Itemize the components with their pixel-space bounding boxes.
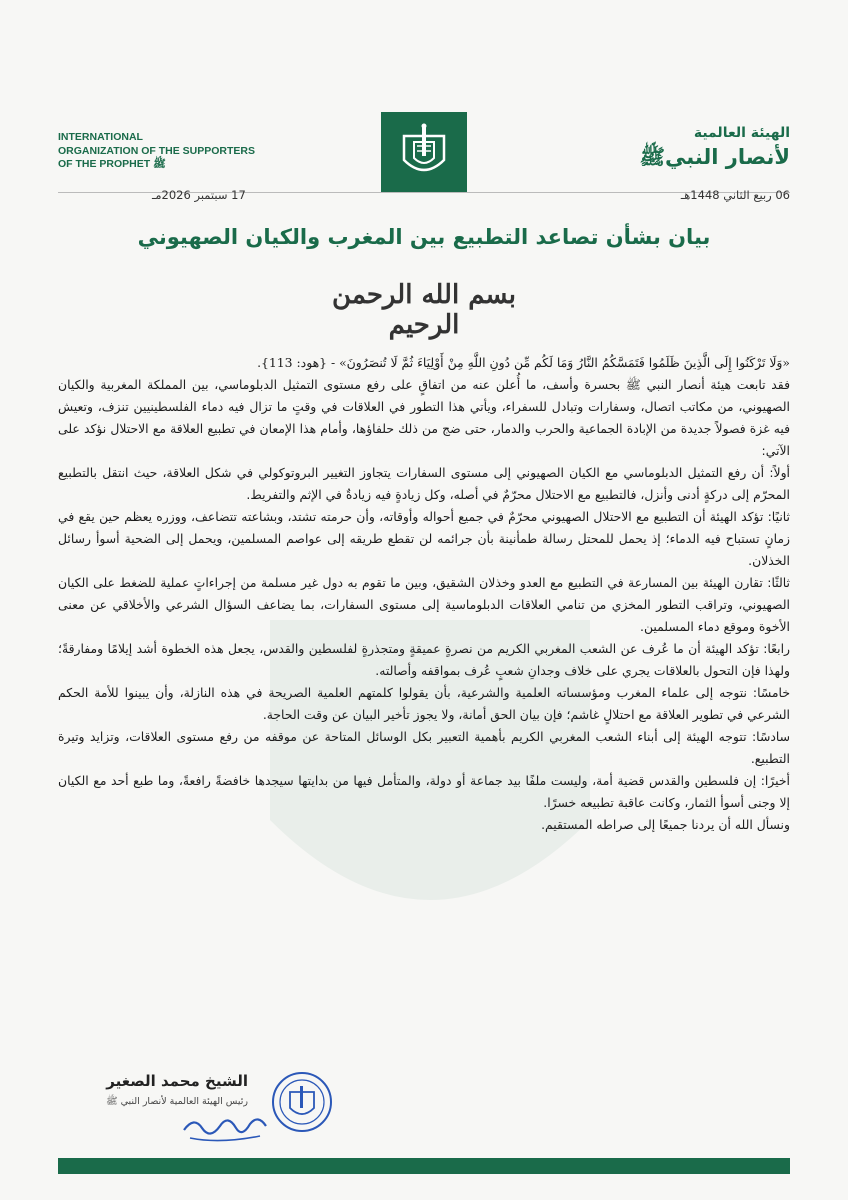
point-first: أولاً: أن رفع التمثيل الدبلوماسي مع الكيان الصهيوني إلى مستوى السفارات يتجاوز التغيير البروتوكولي في شكل العلاقة، حيث انتقل بالتطبيع المحرّم إلى دركةٍ أدنى وأنزل، فالتطبيع مع الاحتلال محرّمٌ في أصله، وكل زيادةٍ فيه زيادةٌ في الإثم والتفريط. <box>58 465 790 502</box>
signatory-name: الشيخ محمد الصغير <box>106 1072 248 1090</box>
point-third: ثالثًا: تقارن الهيئة بين المسارعة في التطبيع مع العدو وخذلان الشقيق، وبين ما تقوم به دول غير مسلمة من إجراءاتٍ عملية للضغط على الكيان الصهيوني، وتراقب التطور المخزي من تنامي العلاقات الدبلوماسية إلى مستوى السفارات، بما يضاعف السؤال الشرعي والأخلاقي عن معنى الأخوة وموقع دماء المسلمين. <box>58 575 790 634</box>
intro-paragraph: فقد تابعت هيئة أنصار النبي ﷺ بحسرة وأسف، ما أُعلن عنه من اتفاقٍ على رفع مستوى التمثيل الدبلوماسي، بين المملكة المغربية والكيان الصهيوني، من مكاتب اتصال، وسفارات وتبادل للسفراء، ويأتي هذا التطور في العلاقات في وقتٍ ما تزال فيه دماء الفلسطينيين تنزف، وتعيش فيه غزة فصولاً جديدة من الإبادة الجماعية والحرب والدمار، حتى ضج من ذلك حلفاؤها، وأمام هذا الإمعان في تطبيع العلاقة مع الاحتلال نؤكد على الآتي: <box>58 377 790 458</box>
organization-stamp-icon <box>270 1070 334 1134</box>
statement-body <box>58 352 790 836</box>
date-gregorian: 17 سبتمبر 2026مـ <box>152 188 246 202</box>
point-fourth: رابعًا: تؤكد الهيئة أن ما عُرف عن الشعب المغربي الكريم من نصرةٍ عميقةٍ ومتجذرةٍ لفلسطين والقدس، يجعل هذه الخطوة أشد إيلامًا ومفارقةً؛ ولهذا فإن التحول بالعلاقات يجري على خلاف وجدانِ شعبٍ عُرف بمواقفه وأصالته. <box>58 641 790 678</box>
closing-prayer: ونسأل الله أن يردنا جميعًا إلى صراطه المستقيم. <box>541 817 790 832</box>
basmala-text: بسم الله الرحمن الرحيم <box>332 280 516 340</box>
footer-bar <box>58 1158 790 1174</box>
point-second: ثانيًا: تؤكد الهيئة أن التطبيع مع الاحتلال الصهيوني محرّمٌ في جميع أحواله وأوقاته، وأن حرمته تشتد، وبشاعته تتضاعف، ووزره يعظم حين يقع في زمانٍ تستباح فيه الدماء؛ إذ يحمل للمحتل رسالة طمأنينة بأن جرائمه لن تقطع طريقه إلى عواصم المسلمين، ويحمل إلى الضحية أسوأ رسائل الخذلان. <box>58 509 790 568</box>
date-hijri: 06 ربيع الثاني 1448هـ <box>680 188 790 202</box>
signatory-title: رئيس الهيئة العالمية لأنصار النبي ﷺ <box>106 1096 248 1107</box>
point-sixth: سادسًا: تتوجه الهيئة إلى أبناء الشعب المغربي الكريم بأهمية التعبير بكل الوسائل المتاحة عن موقفه من رفع مستوى العلاقات، وتزايد وتيرة التطبيع. <box>58 729 790 766</box>
org-name-arabic: الهيئة العالمية لأنصار النبيﷺ <box>639 125 790 169</box>
handwritten-signature-icon <box>180 1108 270 1146</box>
point-fifth: خامسًا: نتوجه إلى علماء المغرب ومؤسساته العلمية والشرعية، بأن يقولوا كلمتهم العلمية الصريحة في هذه النازلة، وأن يبينوا للأمة الحكم الشرعي في تطوير العلاقة مع احتلالٍ غاشم؛ فإن بيان الحق أمانة، ولا يجوز تأخير البيان عن وقت الحاجة. <box>58 685 790 722</box>
organization-emblem-icon <box>399 122 449 182</box>
point-last: أخيرًا: إن فلسطين والقدس قضية أمة، وليست ملفًا بيد جماعة أو دولة، والمتأمل فيها من بدايتها سيجدها خافضةً رافعةً، وما طبع أحد مع الكيان إلا وجنى أسوأ الثمار، وكانت عاقبة تطبيعه خسرًا. <box>58 773 790 810</box>
basmala-calligraphy <box>310 266 538 342</box>
organization-logo <box>381 112 467 192</box>
statement-title: بيان بشأن تصاعد التطبيع بين المغرب والكيان الصهيوني <box>137 225 711 249</box>
org-name-english: INTERNATIONAL ORGANIZATION OF THE SUPPORTERS OF THE PROPHET ﷺ <box>58 131 255 170</box>
quran-verse: «وَلَا تَرْكَنُوا إِلَى الَّذِينَ ظَلَمُوا فَتَمَسَّكُمُ النَّارُ وَمَا لَكُم مِّن دُونِ اللَّهِ مِنْ أَوْلِيَاءَ ثُمَّ لَا تُنصَرُونَ» - {هود: 113}. <box>257 355 790 370</box>
